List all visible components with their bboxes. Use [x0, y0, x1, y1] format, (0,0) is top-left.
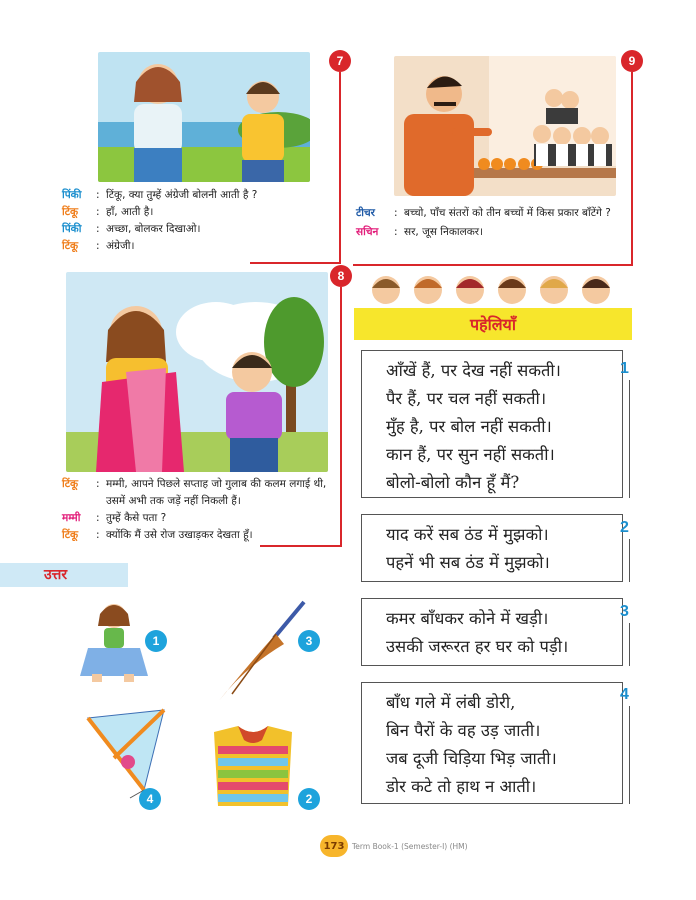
dialogue-9-divider [631, 72, 633, 264]
dialogue-line: टिंकू : हाँ, आती है। [62, 204, 332, 221]
dialogue-8-divider-bottom [260, 545, 342, 547]
dialogue-text: मम्मी, आपने पिछले सप्ताह जो गुलाब की कलम लगाई थी, उसमें अभी तक जड़ें नहीं निकली हैं। [106, 478, 327, 507]
dialogue-line: टिंकू : मम्मी, आपने पिछले सप्ताह जो गुलाब की कलम लगाई थी, उसमें अभी तक जड़ें नहीं निकली हैं। [62, 476, 340, 510]
speaker-name: टिंकू [62, 478, 79, 490]
riddle-line: पैर हैं, पर चल नहीं सकती। [386, 389, 547, 408]
sweater-answer-number: 2 [298, 788, 320, 810]
speaker-name: पिंकी [62, 189, 82, 201]
dialogue-9-number-badge: 9 [621, 50, 643, 72]
dialogue-text: हाँ, आती है। [106, 206, 154, 218]
dialogue-line: पिंकी : अच्छा, बोलकर दिखाओ। [62, 221, 332, 238]
illustration-teacher-class [394, 56, 616, 196]
riddle-line: बाँध गले में लंबी डोरी, [386, 693, 516, 712]
broom-answer-number: 3 [298, 630, 320, 652]
riddle-4-box [361, 682, 623, 804]
riddle-3-box [361, 598, 623, 666]
footer [320, 834, 520, 858]
dialogue-text: सर, जूस निकालकर। [404, 226, 484, 238]
sweater-image [208, 724, 298, 808]
dialogue-text: तुम्हें कैसे पता ? [106, 512, 167, 524]
riddle-line: बिन पैरों के वह उड़ जाती। [386, 721, 541, 740]
speaker-name: मम्मी [62, 512, 81, 524]
riddle-line: मुँह है, पर बोल नहीं सकती। [386, 417, 552, 436]
riddle-4-arrow [629, 706, 630, 804]
riddle-line: याद करें सब ठंड में मुझको। [386, 525, 549, 544]
answers-title: उत्तर [44, 567, 68, 583]
dialogue-line: पिंकी : टिंकू, क्या तुम्हें अंग्रेजी बोलनी आती है ? [62, 187, 332, 204]
speaker-name: पिंकी [62, 223, 82, 235]
page-number: 173 [320, 835, 348, 857]
dialogue-text: अच्छा, बोलकर दिखाओ। [106, 223, 201, 235]
riddle-line: पहनें भी सब ठंड में मुझको। [386, 553, 550, 572]
riddle-line: जब दूजी चिड़िया भिड़ जाती। [386, 749, 557, 768]
riddle-line: डोर कटे तो हाथ न आती। [386, 777, 537, 796]
dialogue-9-divider-bottom [353, 264, 633, 266]
illustration-pinky-tinku [98, 52, 310, 182]
doll-answer-number: 1 [145, 630, 167, 652]
dialogue-line: टीचर : बच्चो, पाँच संतरों को तीन बच्चों में किस प्रकार बाँटेंगे ? [356, 205, 628, 222]
riddle-line: उसकी जरूरत हर घर को पड़ी। [386, 637, 569, 656]
speaker-name: टिंकू [62, 240, 79, 252]
dialogue-text: टिंकू, क्या तुम्हें अंग्रेजी बोलनी आती है ? [106, 189, 258, 201]
riddle-line: कमर बाँधकर कोने में खड़ी। [386, 609, 549, 628]
dialogue-line: टिंकू : अंग्रेजी। [62, 238, 332, 255]
riddles-title-band [354, 308, 632, 340]
kite-image [84, 708, 168, 800]
riddle-line: आँखें हैं, पर देख नहीं सकती। [386, 361, 561, 380]
book-title: Term Book-1 (Semester-I) (HM) [352, 841, 468, 851]
riddle-3-arrow [629, 623, 630, 666]
kite-answer-number: 4 [139, 788, 161, 810]
riddle-line: कान हैं, पर सुन नहीं सकती। [386, 445, 555, 464]
dialogue-7-number-badge: 7 [329, 50, 351, 72]
dialogue-7-divider-bottom [250, 262, 341, 264]
children-faces-strip [368, 270, 618, 308]
riddle-3-number: 3 [620, 603, 629, 620]
riddle-line: बोलो-बोलो कौन हूँ मैं? [386, 473, 520, 492]
riddle-2-arrow [629, 539, 630, 582]
doll-image [78, 600, 150, 684]
dialogue-line: सचिन : सर, जूस निकालकर। [356, 224, 628, 241]
dialogue-text: क्योंकि मैं उसे रोज उखाड़कर देखता हूँ। [106, 529, 253, 541]
dialogue-text: अंग्रेजी। [106, 240, 135, 252]
riddle-1-box [361, 350, 623, 498]
speaker-name: सचिन [356, 226, 379, 238]
dialogue-7-divider [339, 72, 341, 262]
speaker-name: टिंकू [62, 206, 79, 218]
answers-band [0, 563, 128, 587]
dialogue-9 [356, 205, 628, 241]
riddle-2-number: 2 [620, 519, 629, 536]
speaker-name: टिंकू [62, 529, 79, 541]
dialogue-line: मम्मी : तुम्हें कैसे पता ? [62, 510, 340, 527]
riddle-1-arrow [629, 380, 630, 498]
dialogue-8-number-badge: 8 [330, 265, 352, 287]
speaker-name: टीचर [356, 207, 375, 219]
dialogue-text: बच्चो, पाँच संतरों को तीन बच्चों में किस प्रकार बाँटेंगे ? [404, 207, 611, 219]
dialogue-8-divider [340, 287, 342, 545]
riddles-title: पहेलियाँ [460, 313, 526, 335]
dialogue-8 [62, 476, 340, 544]
broom-image [214, 598, 310, 706]
riddle-2-box [361, 514, 623, 582]
riddle-1-number: 1 [620, 360, 629, 377]
illustration-mummy-tinku [66, 272, 328, 472]
riddle-4-number: 4 [620, 686, 629, 703]
dialogue-line: टिंकू : क्योंकि मैं उसे रोज उखाड़कर देखता हूँ। [62, 527, 340, 544]
dialogue-7 [62, 187, 332, 255]
